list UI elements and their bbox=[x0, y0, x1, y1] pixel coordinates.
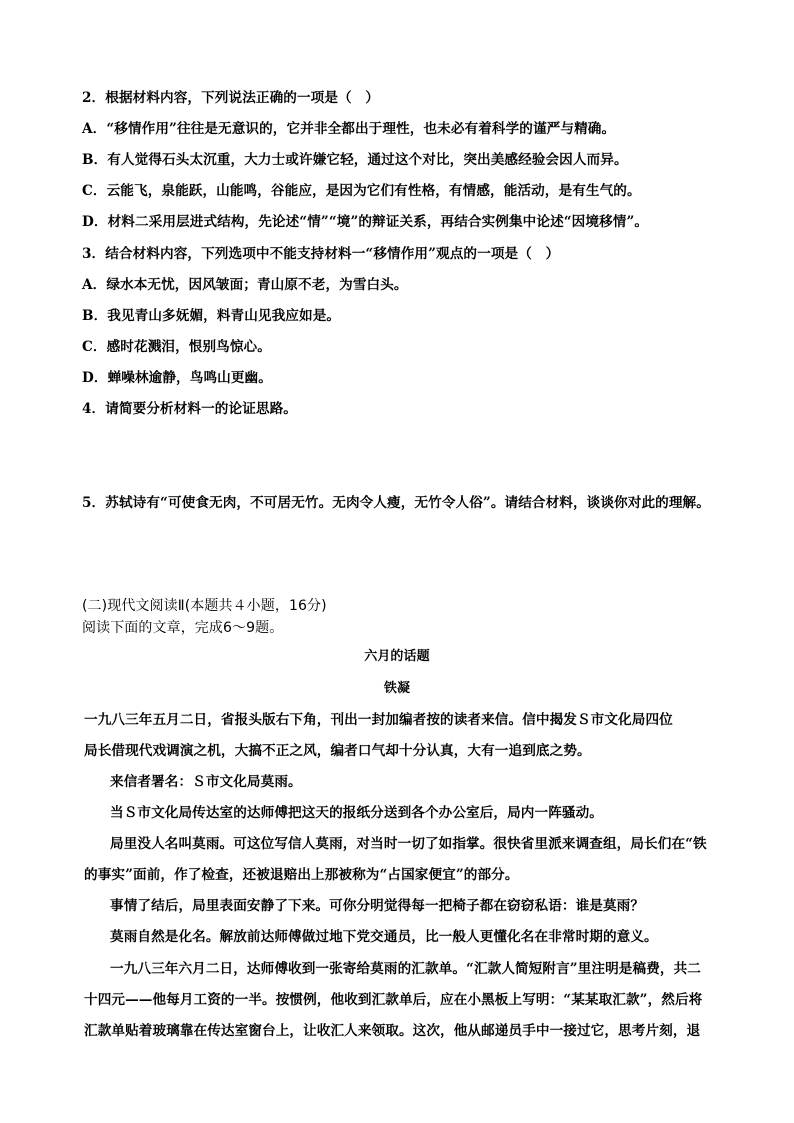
article-line: 莫雨自然是化名。解放前达师傅做过地下党交通员，比一般人更懂化名在非常时期的意义。 bbox=[110, 929, 658, 945]
question-4-stem: 4．请简要分析材料一的论证思路。 bbox=[82, 401, 297, 417]
article-line: 一九八三年五月二日，省报头版右下角，刊出一封加编者按的读者来信。信中揭发Ｓ市文化局四位 bbox=[84, 712, 673, 728]
question-2-option-a: A．“移情作用”往往是无意识的，它并非全都出于理性，也未必有着科学的谨严与精确。 bbox=[82, 121, 616, 137]
article-line: 一九八三年六月二日，达师傅收到一张寄给莫雨的汇款单。“汇款人简短附言”里注明是稿费，共二 bbox=[110, 961, 701, 977]
question-3-stem: 3．结合材料内容，下列选项中不能支持材料一“移情作用”观点的一项是（ ） bbox=[82, 246, 560, 262]
question-3-option-d: D．蝉噪林逾静，鸟鸣山更幽。 bbox=[82, 370, 272, 386]
article-line: 局里没人名叫莫雨。可这位写信人莫雨，对当时一切了如指掌。很快省里派来调查组，局长们在“铁 bbox=[110, 836, 707, 852]
question-3-option-b: B．我见青山多妩媚，料青山见我应如是。 bbox=[82, 308, 341, 324]
article-line: 十四元——他每月工资的一半。按惯例，他收到汇款单后，应在小黑板上写明：“某某取汇款”，然后将 bbox=[84, 992, 703, 1008]
question-5-stem: 5．苏轼诗有“可使食无肉，不可居无竹。无肉令人瘦，无竹令人俗”。请结合材料，谈谈你对此的理解。 bbox=[82, 495, 710, 511]
article-title: 六月的话题 bbox=[364, 649, 430, 664]
article-line: 当Ｓ市文化局传达室的达师傅把这天的报纸分送到各个办公室后，局内一阵骚动。 bbox=[110, 805, 603, 821]
article-line: 局长借现代戏调演之机，大搞不正之风，编者口气却十分认真，大有一追到底之势。 bbox=[84, 743, 591, 759]
section-instruction: 阅读下面的文章，完成6～9题。 bbox=[82, 620, 284, 636]
question-2-option-c: C．云能飞，泉能跃，山能鸣，谷能应，是因为它们有性格，有情感，能活动，是有生气的。 bbox=[82, 183, 641, 199]
article-author: 铁凝 bbox=[383, 681, 411, 696]
section-heading: (二)现代文阅读Ⅱ(本题共４小题，16分) bbox=[82, 598, 327, 614]
question-2-option-b: B．有人觉得石头太沉重，大力士或许嫌它轻，通过这个对比，突出美感经验会因人而异。 bbox=[82, 152, 628, 168]
article-line: 事情了结后，局里表面安静了下来。可你分明觉得每一把椅子都在窃窃私语：谁是莫雨？ bbox=[110, 898, 645, 914]
question-2-option-d: D．材料二采用层进式结构，先论述“情”“境”的辩证关系，再结合实例集中论述“因境移情”。 bbox=[82, 214, 649, 230]
question-3-option-c: C．感时花溅泪，恨别鸟惊心。 bbox=[82, 339, 271, 355]
article-line: 来信者署名：Ｓ市文化局莫雨。 bbox=[110, 774, 302, 790]
question-3-option-a: A．绿水本无忧，因风皱面；青山原不老，为雪白头。 bbox=[82, 277, 408, 293]
article-line: 的事实”面前，作了检查，还被退赔出上那被称为“占国家便宜”的部分。 bbox=[84, 867, 519, 883]
question-2-stem: 2．根据材料内容，下列说法正确的一项是（ ） bbox=[82, 90, 380, 106]
article-line: 汇款单贴着玻璃靠在传达室窗台上，让收汇人来领取。这次，他从邮递员手中一接过它，思考片刻，退 bbox=[84, 1023, 701, 1039]
